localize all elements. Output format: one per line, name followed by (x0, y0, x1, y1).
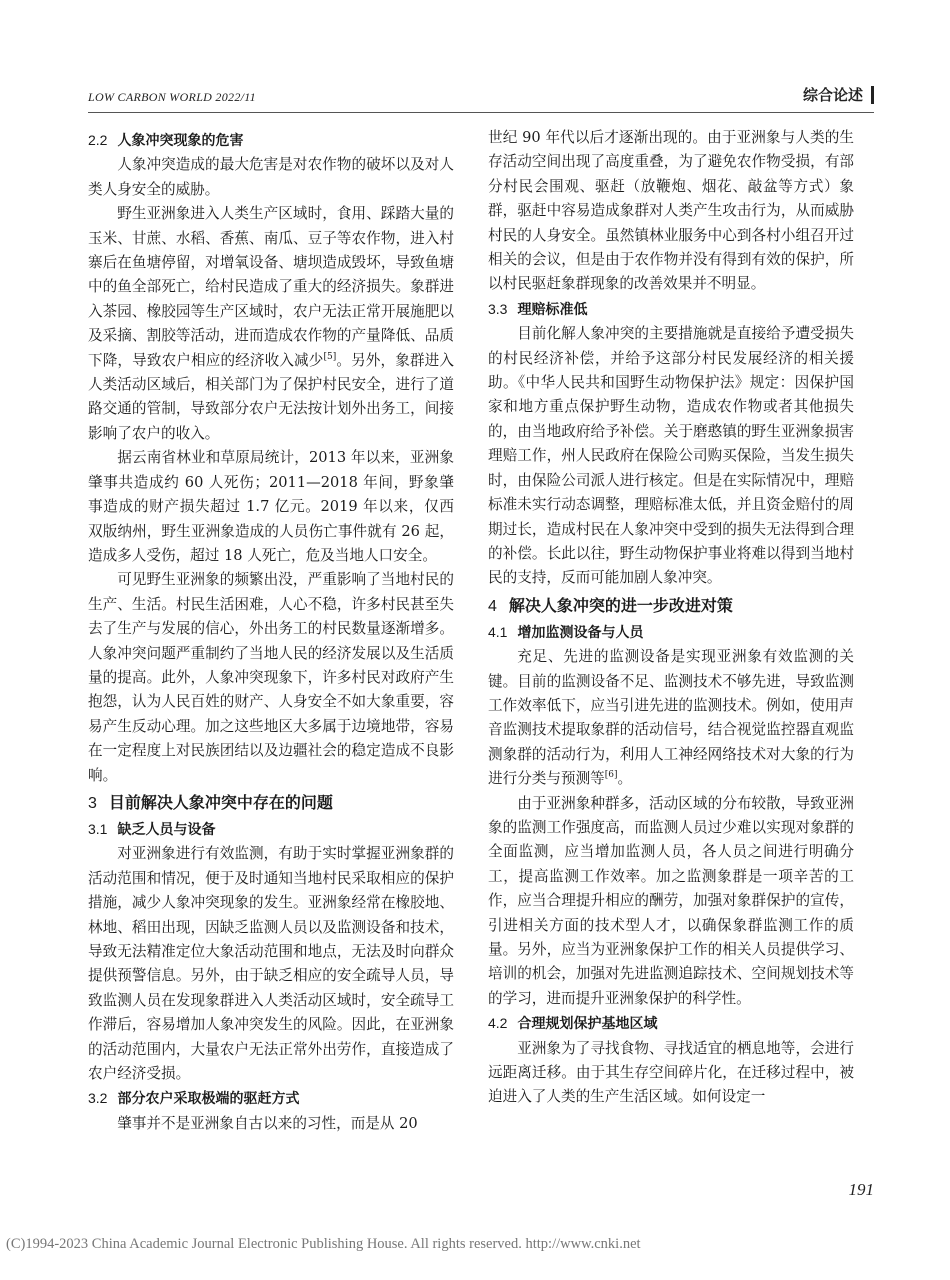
heading-4-2: 4.2 合理规划保护基地区域 (488, 1015, 658, 1033)
heading-4: 4 解决人象冲突的进一步改进对策 (488, 595, 733, 615)
paragraph-continued: 世纪 90 年代以后才逐渐出现的。由于亚洲象与人类的生存活动空间出现了高度重叠，为了避免农作物受损，有部分村民会围观、驱赶（放鞭炮、烟花、敲盆等方式）象群，驱赶中容易造成象群对人类产生攻击行为，从而威胁村民的人身安全。虽然镇林业服务中心到各村小组召开过相关的会议，但是由于农作物并没有得到有效的保护，所以村民驱赶象群现象的改善效果并不明显。 (488, 129, 854, 293)
heading-3: 3 目前解决人象冲突中存在的问题 (88, 792, 333, 812)
paragraph: 据云南省林业和草原局统计，2013 年以来，亚洲象肇事共造成约 60 人死伤；2011—2018 年间，野象肇事造成的财产损失超过 1.7 亿元。2019 年以来，仅西双版纳州，野生亚洲象造成的人员伤亡事件就有 26 起，造成多人受伤，超过 18 人死亡，危及当地人口安全。 (88, 449, 454, 564)
paragraph: 可见野生亚洲象的频繁出没，严重影响了当地村民的生产、生活。村民生活困难，人心不稳，许多村民甚至失去了生产与发展的信心，外出务工的村民数量逐渐增多。人象冲突问题严重制约了当地人民的经济发展以及生活质量的提高。此外，人象冲突现象下，许多村民对政府产生抱怨，认为人民百姓的财产、人身安全不如大象重要，容易产生反动心理。加之这些地区大多属于边境地带，容易在一定程度上对民族团结以及边疆社会的稳定造成不良影响。 (88, 571, 454, 784)
paragraph: 野生亚洲象进入人类生产区域时，食用、踩踏大量的玉米、甘蔗、水稻、香蕉、南瓜、豆子等农作物，进入村寨后在鱼塘停留，对增氧设备、塘坝造成毁坏，导致鱼塘中的鱼全部死亡，给村民造成了重大的经济损失。象群进入茶园、橡胶园等生产区域时，农户无法正常开展施肥以及采摘、割胶等活动，进而造成农作物的产量降低、品质下降，导致农户相应的经济收入减少[5]。另外，象群进入人类活动区域后，相关部门为了保护村民安全，进行了道路交通的管制，导致部分农户无法按计划外出务工，间接影响了农户的收入。 (88, 205, 454, 442)
heading-3-3: 3.3 理赔标准低 (488, 300, 588, 318)
heading-2-2: 2.2 人象冲突现象的危害 (88, 132, 244, 149)
header-rule (88, 112, 874, 113)
copyright-notice: (C)1994-2023 China Academic Journal Electronic Publishing House. All rights reserved. http://www.cnki.net (6, 1236, 641, 1252)
heading-4-1: 4.1 增加监测设备与人员 (488, 623, 644, 641)
paragraph: 亚洲象为了寻找食物、寻找适宜的栖息地等，会进行远距离迁移。由于其生存空间碎片化，在迁移过程中，被迫进入了人类的生产生活区域。如何设定一 (488, 1039, 854, 1106)
page-number: 191 (848, 1180, 874, 1199)
paragraph: 充足、先进的监测设备是实现亚洲象有效监测的关键。目前的监测设备不足、监测技术不够先进，导致监测工作效率低下，应当引进先进的监测技术。例如，使用声音监测技术提取象群的活动信号，结合视觉监控器直观监测象群的活动行为，利用人工神经网络技术对大象的行为进行分类与预测等[6]。 (488, 648, 854, 788)
right-column (488, 126, 854, 1110)
paragraph: 对亚洲象进行有效监测，有助于实时掌握亚洲象群的活动范围和情况，便于及时通知当地村民采取相应的保护措施，减少人象冲突现象的发生。亚洲象经常在橡胶地、林地、稻田出现，因缺乏监测人员以及监测设备和技术，导致无法精准定位大象活动范围和地点，无法及时向群众提供预警信息。另外，由于缺乏相应的安全疏导人员，导致监测人员在发现象群进入人类活动区域时，安全疏导工作滞后，容易增加人象冲突发生的风险。因此，在亚洲象的活动范围内，大量农户无法正常外出劳作，直接造成了农户经济受损。 (88, 845, 454, 1083)
citation-ref: [6] (604, 770, 618, 781)
paragraph: 人象冲突造成的最大危害是对农作物的破坏以及对人类人身安全的威胁。 (88, 156, 454, 198)
paragraph: 肇事并不是亚洲象自古以来的习性，而是从 20 (117, 1114, 418, 1132)
citation-ref: [5] (323, 351, 337, 362)
heading-3-1: 3.1 缺乏人员与设备 (88, 820, 216, 838)
section-label: 综合论述 (803, 86, 874, 104)
paragraph: 由于亚洲象种群多，活动区域的分布较散，导致亚洲象的监测工作强度高，而监测人员过少难以实现对象群的全面监测，应当增加监测人员，各人员之间进行明确分工，提高监测工作效率。加之监测象群是一项辛苦的工作，应当合理提升相应的酬劳，加强对象群保护的宣传，引进相关方面的技术型人才，以确保象群监测工作的质量。另外，应当为亚洲象保护工作的相关人员提供学习、培训的机会，加强对先进监测追踪技术、空间规划技术等的学习，进而提升亚洲象保护的科学性。 (488, 794, 854, 1007)
paragraph: 目前化解人象冲突的主要措施就是直接给予遭受损失的村民经济补偿，并给予这部分村民发展经济的相关援助。《中华人民共和国野生动物保护法》规定：因保护国家和地方重点保护野生动物，造成农作物或者其他损失的，由当地政府给予补偿。关于磨憨镇的野生亚洲象损害理赔工作，州人民政府在保险公司购买保险，当发生损失时，由保险公司派人进行核定。但是在实际情况中，理赔标准未实行动态调整，理赔标准太低，并且资金赔付的周期过长，造成村民在人象冲突中受到的损失无法得到合理的补偿。长此以往，野生动物保护事业将难以得到当地村民的支持，反而可能加剧人象冲突。 (488, 325, 854, 587)
page-header (88, 88, 874, 108)
journal-title: LOW CARBON WORLD 2022/11 (88, 90, 256, 104)
heading-3-2: 3.2 部分农户采取极端的驱赶方式 (88, 1090, 300, 1108)
left-column (88, 128, 454, 1136)
